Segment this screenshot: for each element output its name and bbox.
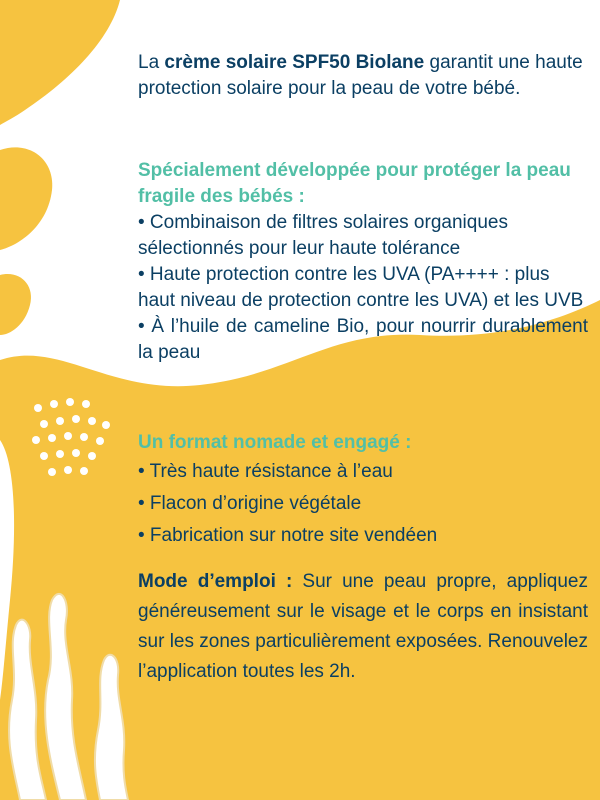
list-item: • À l’huile de cameline Bio, pour nourrir durablement la peau — [138, 316, 588, 363]
list-item: • Combinaison de filtres solaires organiques sélectionnés pour leur haute tolérance — [138, 212, 508, 259]
list-item: • Flacon d’origine végétale — [138, 493, 362, 514]
list-item: • Fabrication sur notre site vendéen — [138, 525, 438, 546]
leaf-decoration-left — [0, 147, 52, 250]
intro-paragraph: La crème solaire SPF50 Biolane garantit une haute protection solaire pour la peau de votre bébé. — [138, 52, 583, 99]
product-name: crème solaire SPF50 Biolane — [164, 52, 425, 73]
usage-label: Mode d’emploi : — [138, 571, 293, 592]
usage-paragraph: Mode d’emploi : Sur une peau propre, appliquez généreusement sur le visage et le corps en insistant sur les zones particulièrement exposées. Renouvelez l’application toutes les 2h. — [138, 571, 588, 682]
section-fragile — [138, 158, 588, 366]
list-item: • Très haute résistance à l’eau — [138, 461, 393, 482]
list-item: • Haute protection contre les UVA (PA++++ : plus haut niveau de protection contre les UVA) et les UVB — [138, 264, 584, 311]
section-nomade — [138, 430, 588, 552]
section-fragile-heading: Spécialement développée pour protéger la peau fragile des bébés : — [138, 160, 571, 207]
leaf-decoration-top — [0, 0, 120, 125]
section-nomade-heading: Un format nomade et engagé : — [138, 432, 412, 453]
